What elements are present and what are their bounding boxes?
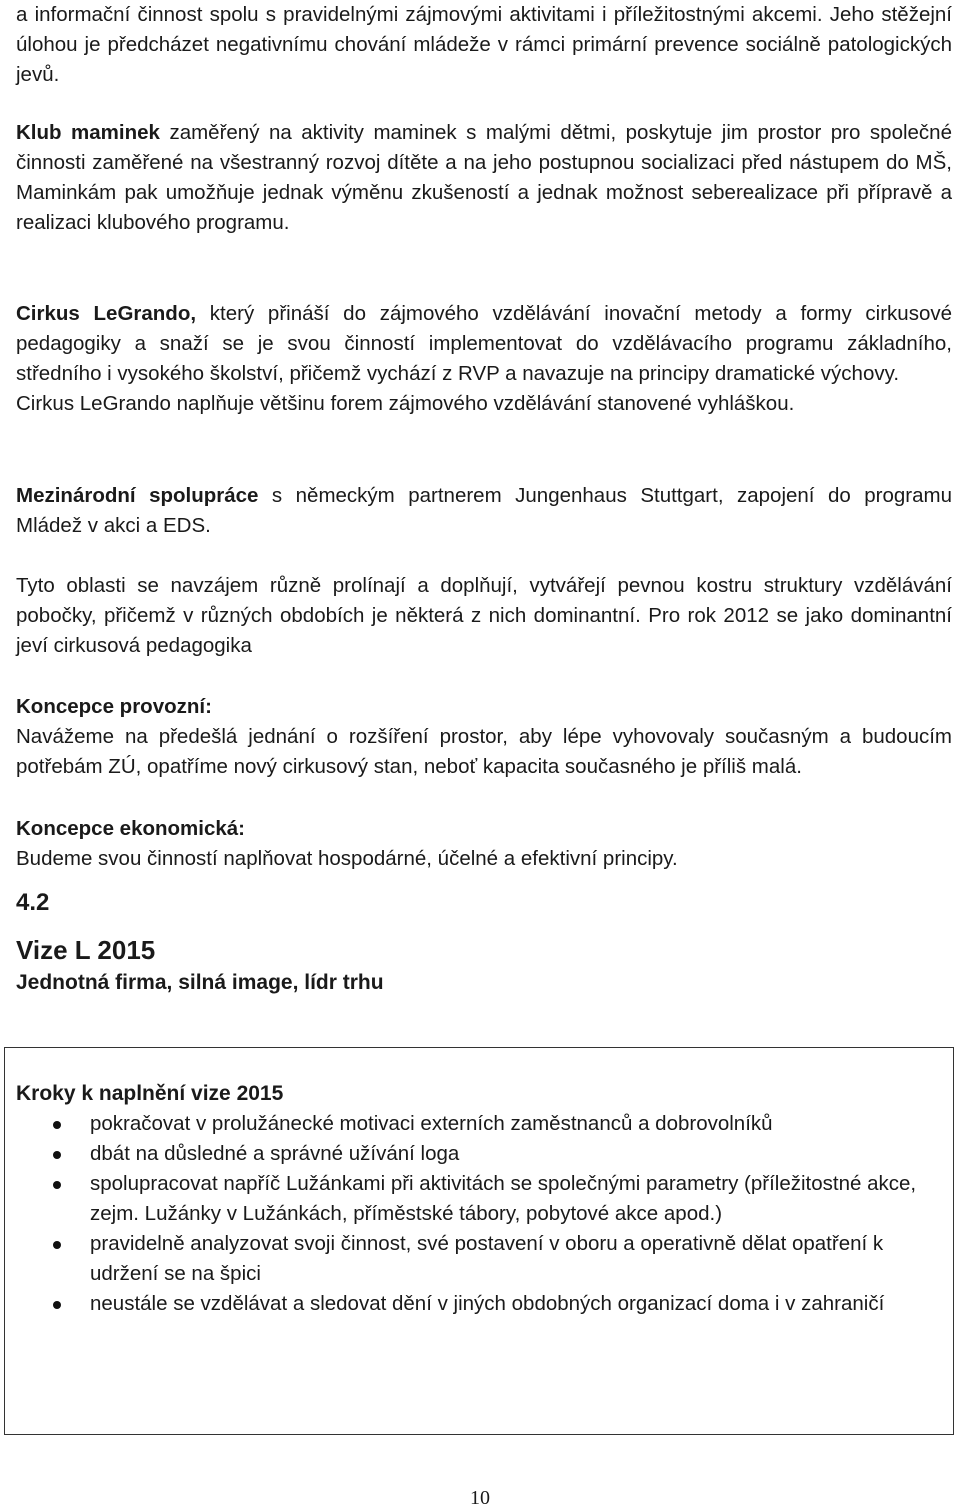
cirkus-text: který přináší do zájmového vzdělávání inovační metody a formy cirkusové pedagogiky a snaží se je svou činností implementovat do vzdělávacího programu základního, středního i vysokého školství, přičemž vychází z RVP a navazuje na principy dramatické výchovy. [16,302,953,385]
intro-paragraph [16,0,952,90]
oblasti-paragraph [16,571,952,661]
list-item: neustále se vzdělávat a sledovat dění v jiných obdobných organizací doma i v zahraničí [5,1289,951,1319]
klub-title: Klub maminek [16,121,160,144]
page-number: 10 [470,1487,490,1509]
ekonomicka-heading: Koncepce ekonomická: [16,817,245,840]
list-item: dbát na důsledné a správné užívání loga [5,1139,951,1169]
mezinarodni-title: Mezinárodní spolupráce [16,484,259,507]
klub-text: zaměřený na aktivity maminek s malými dětmi, poskytuje jim prostor pro společné činnosti zaměřené na všestranný rozvoj dítěte a na jeho postupnou socializaci před nástupem do MŠ, Maminkám pak umožňuje jednak výměnu zkušeností a jednak možnost seberealizace při přípravě a realizaci klubového programu. [16,121,952,234]
intro-text: a informační činnost spolu s pravidelnými zájmovými aktivitami i příležitostnými akcemi. Jeho stěžejní úlohou je předcházet negativnímu chování mládeže v rámci primární prevence sociálně patologických jevů. [16,3,952,86]
section-subtitle-block [16,968,952,998]
ekonomicka-text: Budeme svou činností naplňovat hospodárné, účelné a efektivní principy. [16,847,678,870]
provozni-text: Navážeme na předešlá jednání o rozšíření prostor, aby lépe vyhovovaly současným a budoucím potřebám ZÚ, opatříme nový cirkusový stan, neboť kapacita současného je příliš malá. [16,725,952,778]
bullet-icon [53,1181,61,1189]
bullet-icon [53,1241,61,1249]
bullet-icon [53,1151,61,1159]
cirkus-paragraph [16,299,952,419]
mezinarodni-paragraph [16,481,952,541]
section-title-block [16,934,952,966]
section-title: Vize L 2015 [16,935,156,965]
steps-list [5,1109,951,1319]
bullet-icon [53,1121,61,1129]
koncepce-ekonomicka [16,814,952,874]
vision-steps-box [4,1047,954,1435]
oblasti-text: Tyto oblasti se navzájem různě prolínají a doplňují, vytvářejí pevnou kostru struktury vzdělávání pobočky, přičemž v různých obdobích je některá z nich dominantní. Pro rok 2012 se jako dominantní jeví cirkusová pedagogika [16,574,952,657]
list-item: spolupracovat napříč Lužánkami při aktivitách se společnými parametry (příležitostné akce, zejm. Lužánky v Lužánkách, příměstské tábory, pobytové akce apod.) [5,1169,951,1229]
section-number: 4.2 [16,889,50,916]
section-heading [16,888,952,918]
klub-maminek-paragraph [16,118,952,238]
provozni-heading: Koncepce provozní: [16,695,212,718]
mezinarodni-text: s německým partnerem Jungenhaus Stuttgart, zapojení do programu Mládež v akci a EDS. [16,484,952,537]
bullet-icon [53,1301,61,1309]
list-item: pravidelně analyzovat svoji činnost, své postavení v oboru a operativně dělat opatření k udržení se na špici [5,1229,951,1289]
koncepce-provozni [16,692,952,782]
list-item: pokračovat v prolužánecké motivaci externích zaměstnanců a dobrovolníků [5,1109,951,1139]
cirkus-text-2: Cirkus LeGrando naplňuje většinu forem zájmového vzdělávání stanovené vyhláškou. [16,392,795,415]
cirkus-title: Cirkus LeGrando, [16,302,197,325]
section-subtitle: Jednotná firma, silná image, lídr trhu [16,971,384,994]
steps-title: Kroky k naplnění vize 2015 [16,1082,284,1105]
